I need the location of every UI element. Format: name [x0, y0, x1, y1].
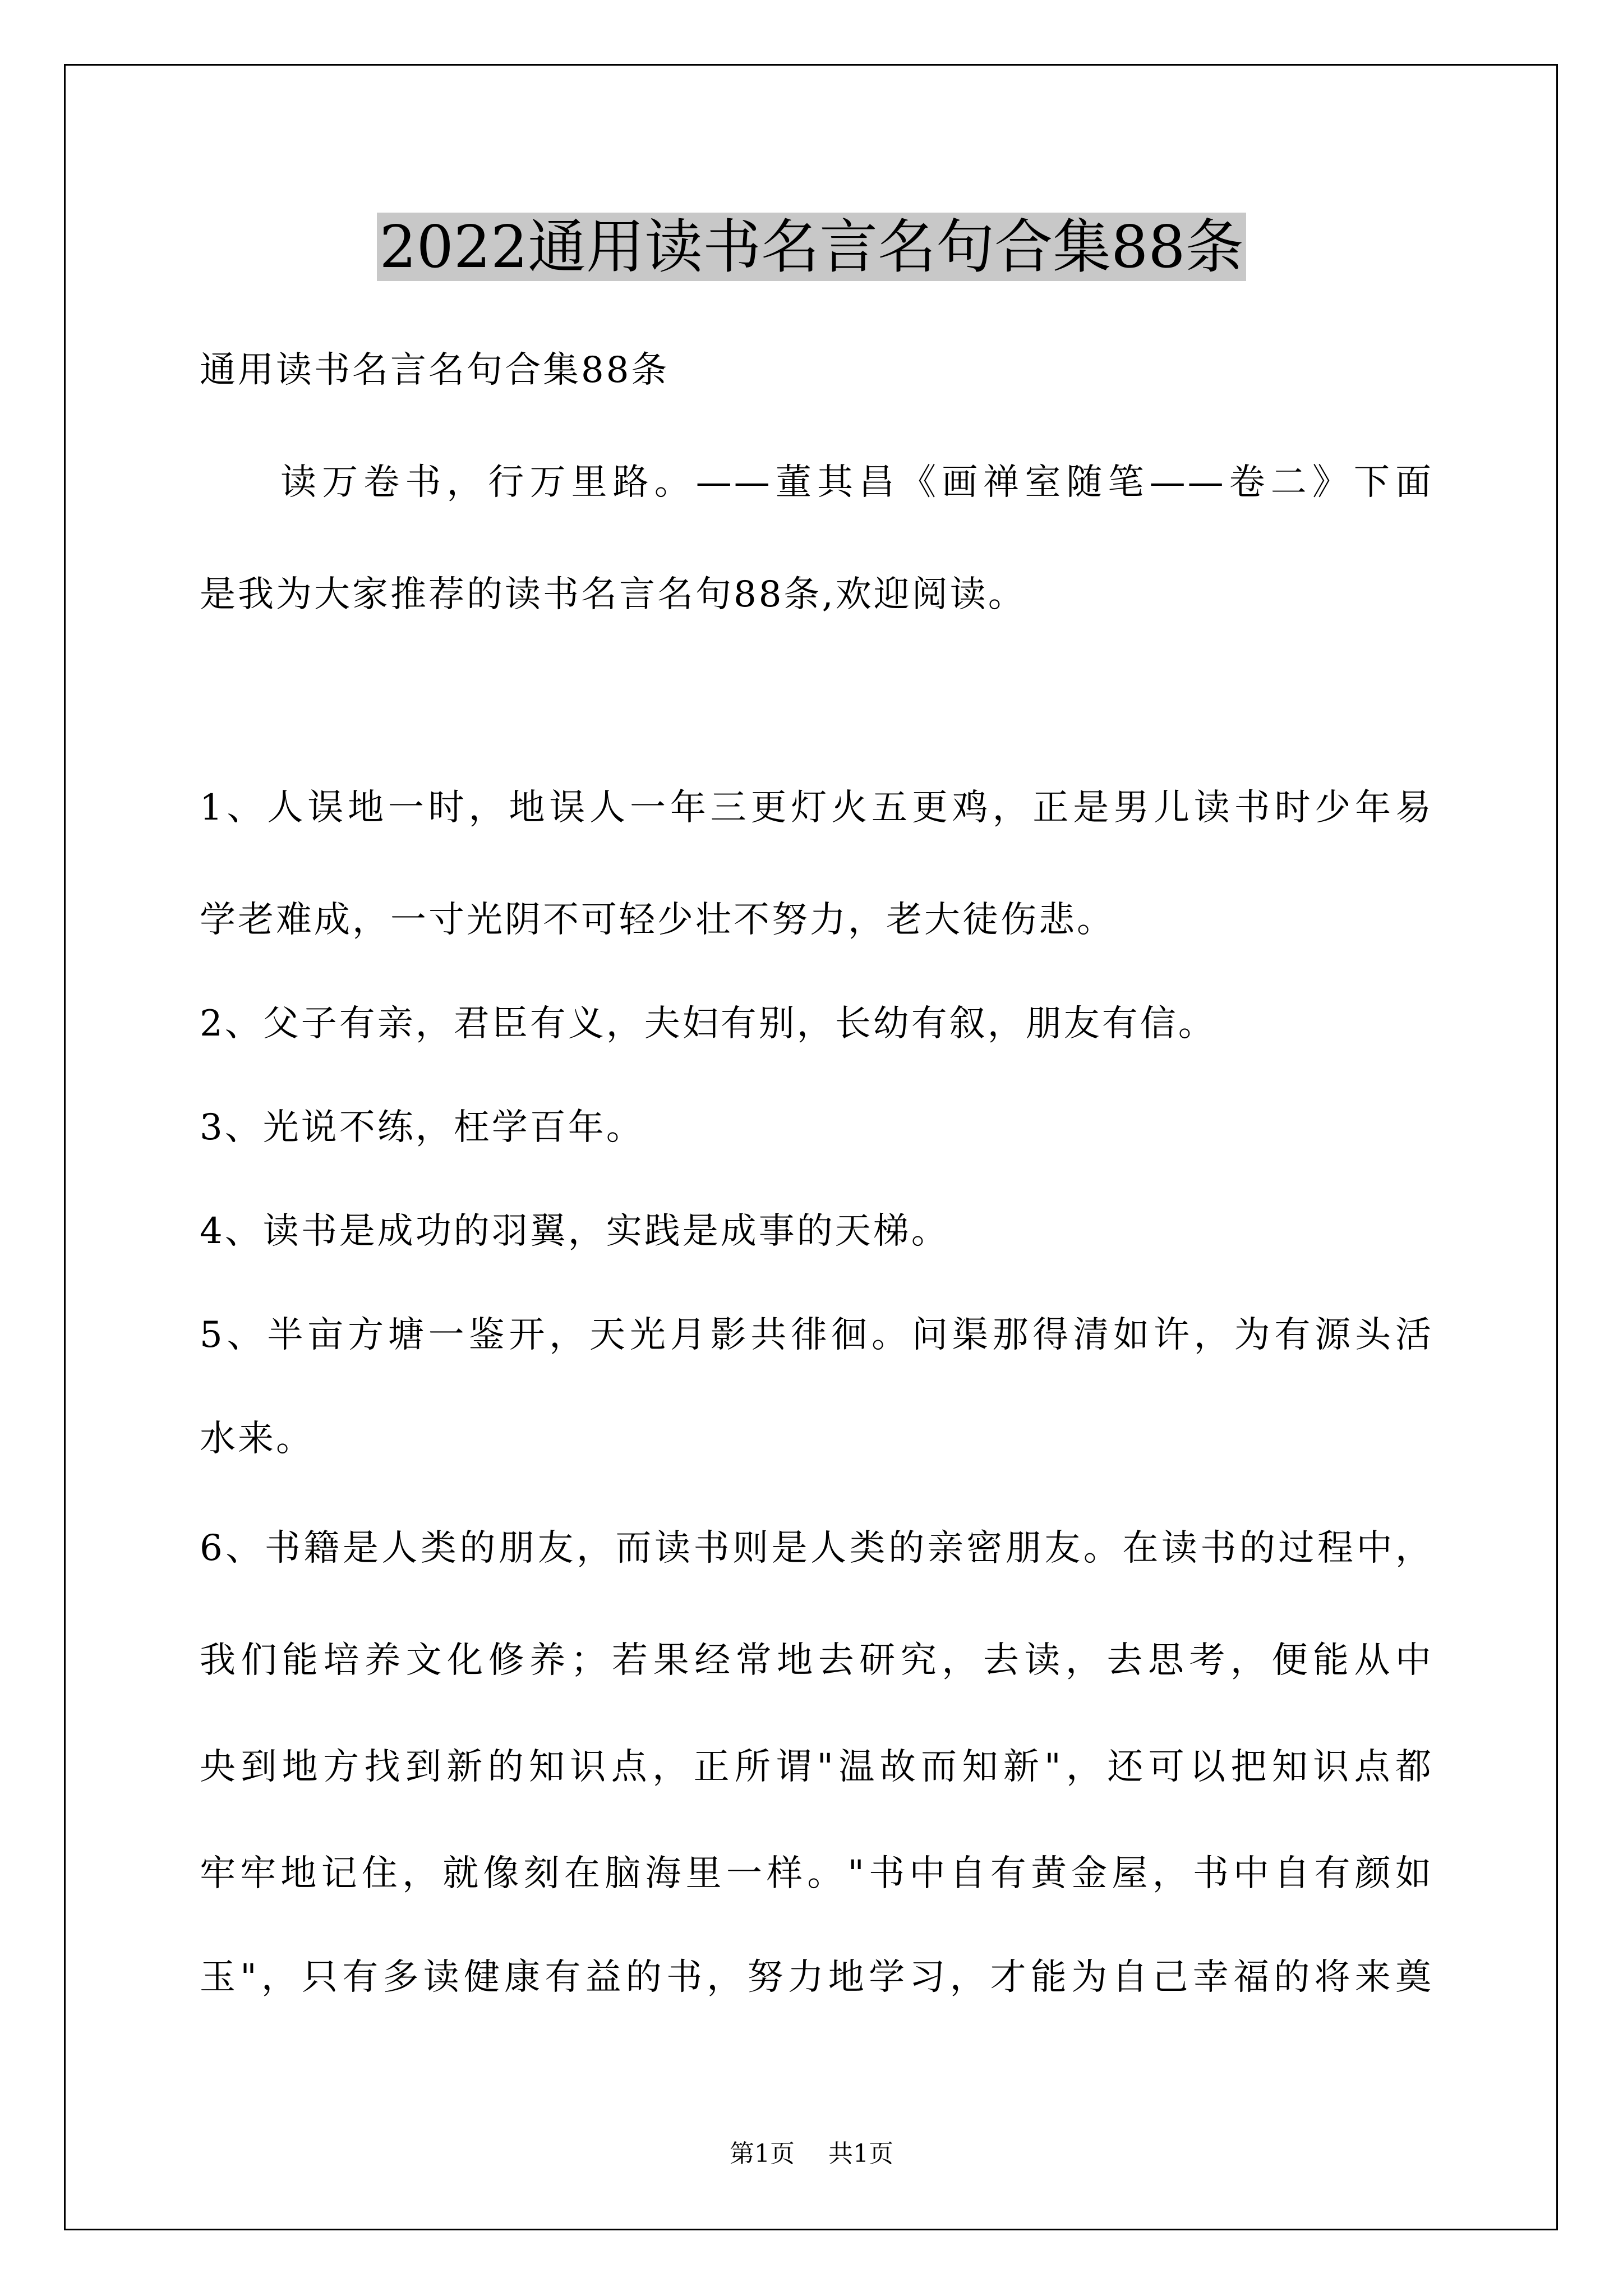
- item-6-line-2: 我们能培养文化修养；若果经常地去研究，去读，去思考，便能从中: [200, 1640, 1433, 1681]
- item-6-line-3: 央到地方找到新的知识点，正所谓"温故而知新"，还可以把知识点都: [200, 1746, 1433, 1788]
- item-4: 4、读书是成功的羽翼，实践是成事的天梯。: [200, 1211, 949, 1252]
- item-3: 3、光说不练，枉学百年。: [200, 1107, 644, 1148]
- item-6-line-5: 玉"，只有多读健康有益的书，努力地学习，才能为自己幸福的将来奠: [200, 1957, 1433, 1998]
- intro-line-2: 是我为大家推荐的读书名言名句88条,欢迎阅读。: [200, 574, 1026, 615]
- intro-line-1: 读万卷书，行万里路。——董其昌《画禅室随笔——卷二》下面: [280, 462, 1433, 503]
- item-6-line-4: 牢牢地记住，就像刻在脑海里一样。"书中自有黄金屋，书中自有颜如: [200, 1853, 1433, 1894]
- item-5-line-1: 5、半亩方塘一鉴开，天光月影共徘徊。问渠那得清如许，为有源头活: [200, 1314, 1433, 1356]
- page-number: 第1页: [730, 2139, 795, 2168]
- page-footer: [0, 2137, 1623, 2171]
- item-2: 2、父子有亲，君臣有义，夫妇有别，长幼有叙，朋友有信。: [200, 1003, 1216, 1045]
- item-5-line-2: 水来。: [200, 1418, 314, 1460]
- page-total: 共1页: [828, 2139, 893, 2168]
- item-1-line-2: 学老难成，一寸光阴不可轻少壮不努力，老大徒伤悲。: [200, 899, 1115, 941]
- item-1-line-1: 1、人误地一时，地误人一年三更灯火五更鸡，正是男儿读书时少年易: [200, 787, 1433, 829]
- document-title: [0, 208, 1623, 286]
- document-title-text: 2022通用读书名言名句合集88条: [377, 213, 1246, 281]
- item-6-line-1: 6、书籍是人类的朋友，而读书则是人类的亲密朋友。在读书的过程中，: [200, 1527, 1433, 1569]
- document-subtitle: 通用读书名言名句合集88条: [200, 349, 670, 391]
